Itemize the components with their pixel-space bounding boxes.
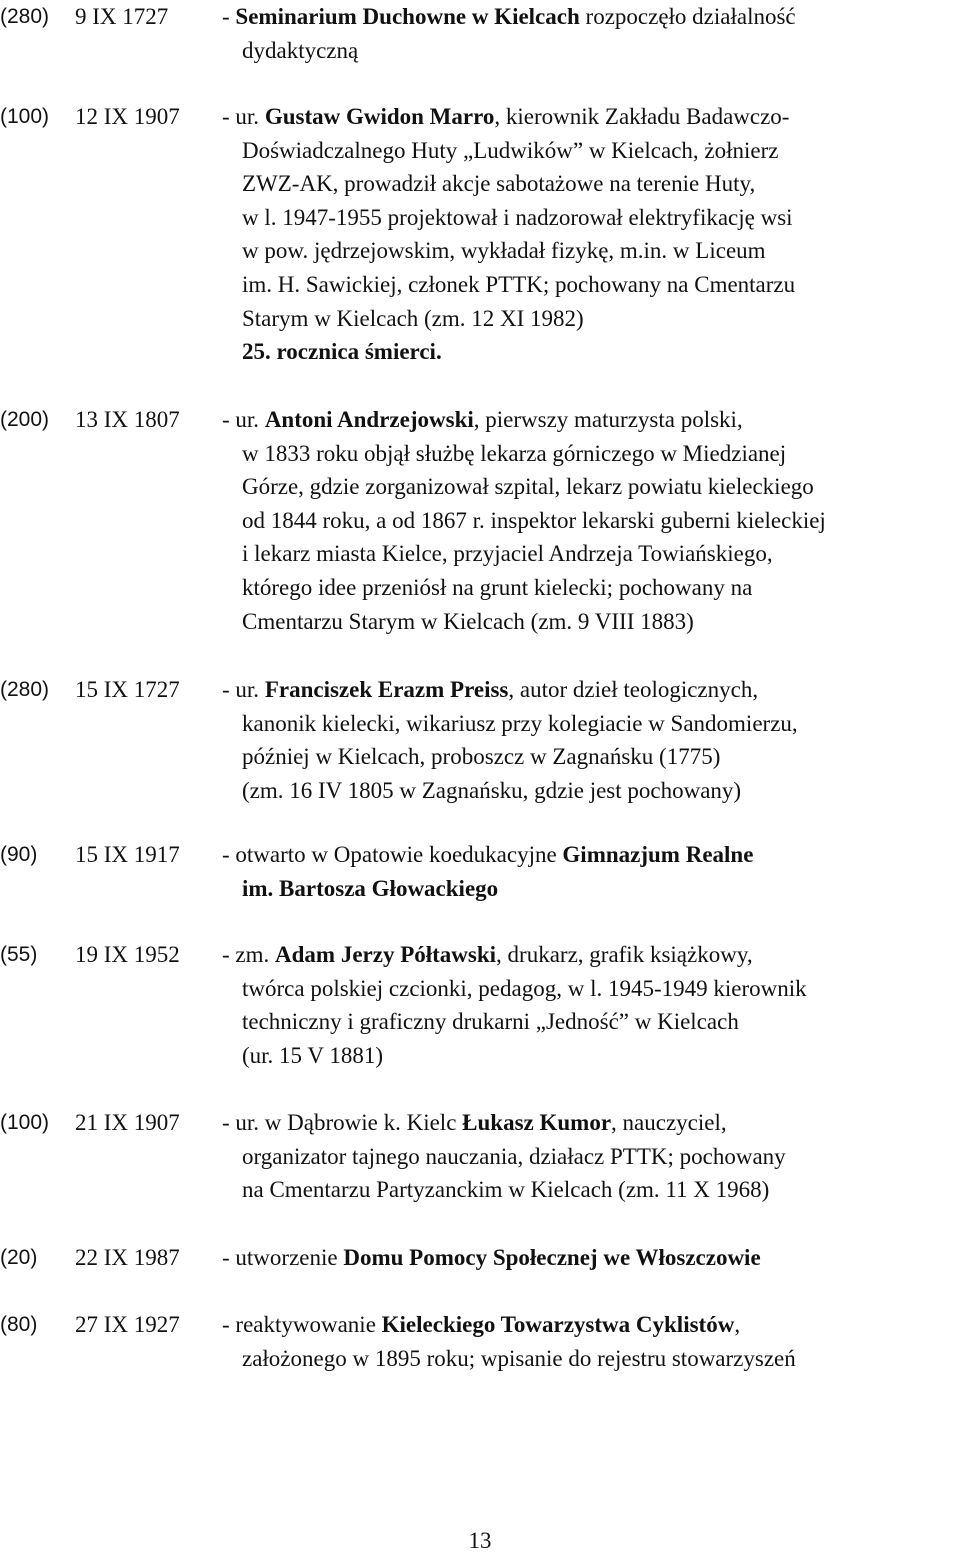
entry-text-line (242, 776, 741, 806)
entry-text-line (242, 1041, 383, 1071)
entry-date: 21 IX 1907 (75, 1110, 180, 1135)
entry-text-line (222, 675, 758, 705)
text-segment: , (734, 1312, 741, 1337)
text-segment: od 1844 roku, a od 1867 r. inspektor lekarski guberni kieleckiej (242, 507, 826, 533)
highlighted-name: Franciszek Erazm Preiss (264, 677, 509, 702)
entry-text-line (242, 136, 778, 166)
text-segment: - zm. (222, 942, 276, 967)
text-segment: - ur. (222, 677, 265, 702)
entry-text-line (242, 1142, 786, 1172)
entry-text-line (242, 236, 766, 266)
anniversary-number: (100) (0, 105, 50, 128)
entry-text-line (242, 742, 720, 772)
highlighted-name: Seminarium Duchowne w Kielcach (235, 4, 580, 29)
text-segment: Starym w Kielcach (zm. 12 XI 1982) (242, 305, 584, 331)
entry-text-line (242, 439, 786, 469)
text-segment: twórca polskiej czcionki, pedagog, w l. 1945-1949 kierownik (242, 975, 807, 1001)
text-segment: kanonik kielecki, wikariusz przy kolegiacie w Sandomierzu, (242, 710, 798, 736)
text-segment: - ur. (222, 407, 265, 432)
text-segment: - ur. w Dąbrowie k. Kielc (222, 1110, 463, 1135)
text-segment: w l. 1947-1955 projektował i nadzorował elektryfikację wsi (242, 204, 793, 230)
entry-text-line (222, 840, 753, 870)
entry-text-line (242, 607, 694, 637)
entry-date: 12 IX 1907 (75, 104, 180, 129)
anniversary-number: (200) (0, 408, 50, 431)
anniversary-number: (20) (0, 1246, 38, 1269)
text-segment: rozpoczęło działalność (579, 4, 796, 29)
text-segment: i lekarz miasta Kielce, przyjaciel Andrzeja Towiańskiego, (242, 541, 773, 567)
text-segment: techniczny i graficzny drukarni „Jedność” w Kielcach (242, 1009, 739, 1035)
entry-text-line (222, 1310, 740, 1340)
highlighted-name: 25. rocznica śmierci. (242, 339, 442, 365)
highlighted-name: Kieleckiego Towarzystwa Cyklistów (381, 1312, 735, 1337)
entry-text-line (242, 1344, 796, 1374)
entry-text-line (242, 270, 795, 300)
text-segment: Górze, gdzie zorganizował szpital, lekarz powiatu kieleckiego (242, 474, 814, 500)
entry-text-line (242, 573, 752, 603)
text-segment: - reaktywowanie (222, 1312, 382, 1337)
text-segment: którego idee przeniósł na grunt kielecki; pochowany na (242, 575, 753, 600)
entry-text-line (222, 1108, 727, 1138)
entry-text-line (222, 940, 753, 970)
anniversary-number: (55) (0, 943, 38, 966)
highlighted-name: Łukasz Kumor (462, 1110, 612, 1135)
entry-text-line (222, 405, 743, 435)
highlighted-name: Gustaw Gwidon Marro (264, 104, 495, 129)
highlighted-name: Antoni Andrzejowski (264, 407, 474, 432)
entry-text-line (242, 36, 358, 66)
entry-text-line (242, 874, 498, 904)
entry-text-line (242, 203, 793, 233)
text-segment: na Cmentarzu Partyzanckim w Kielcach (zm. 11 X 1968) (242, 1177, 770, 1203)
text-segment: , nauczyciel, (611, 1110, 727, 1135)
highlighted-name: im. Bartosza Głowackiego (242, 875, 499, 901)
text-segment: ZWZ-AK, prowadził akcje sabotażowe na terenie Huty, (242, 171, 756, 197)
entry-text-line (242, 304, 584, 334)
highlighted-name: Adam Jerzy Półtawski (275, 942, 497, 967)
entry-text-line (242, 506, 826, 536)
text-segment: - utworzenie (222, 1245, 344, 1270)
text-segment: założonego w 1895 roku; wpisanie do rejestru stowarzyszeń (242, 1345, 796, 1371)
text-segment: organizator tajnego nauczania, działacz PTTK; pochowany (242, 1143, 786, 1169)
entry-date: 19 IX 1952 (75, 942, 180, 967)
text-segment: Cmentarzu Starym w Kielcach (zm. 9 VIII 1883) (242, 608, 694, 634)
entry-text-line (242, 1007, 739, 1037)
anniversary-number: (280) (0, 5, 50, 28)
highlighted-name: Domu Pomocy Społecznej we Włoszczowie (343, 1245, 761, 1270)
entry-date: 15 IX 1917 (75, 842, 180, 867)
entry-date: 13 IX 1807 (75, 407, 180, 432)
entry-text-line (222, 2, 796, 32)
entry-date: 15 IX 1727 (75, 677, 180, 702)
text-segment: - (222, 4, 236, 29)
text-segment: (ur. 15 V 1881) (242, 1042, 383, 1068)
entry-date: 27 IX 1927 (75, 1312, 180, 1337)
text-segment: później w Kielcach, proboszcz w Zagnańsku (1775) (242, 744, 721, 770)
entry-text-line (242, 974, 807, 1004)
entry-text-line (222, 1243, 761, 1273)
text-segment: - otwarto w Opatowie koedukacyjne (222, 842, 563, 867)
entry-date: 9 IX 1727 (75, 4, 169, 29)
text-segment: im. H. Sawickiej, członek PTTK; pochowany na Cmentarzu (242, 272, 796, 297)
entry-text-line (242, 472, 814, 502)
anniversary-number: (280) (0, 678, 50, 701)
text-segment: - ur. (222, 104, 265, 129)
anniversary-number: (100) (0, 1111, 50, 1134)
text-segment: w pow. jędrzejowskim, wykładał fizykę, m.in. w Liceum (242, 238, 766, 264)
entry-text-line (242, 1175, 769, 1205)
text-segment: dydaktyczną (242, 37, 359, 63)
text-segment: , drukarz, grafik książkowy, (496, 942, 753, 967)
text-segment: Doświadczalnego Huty „Ludwików” w Kielcach, żołnierz (242, 137, 779, 163)
text-segment: , kierownik Zakładu Badawczo- (494, 104, 790, 129)
page-number: 13 (468, 1528, 492, 1553)
entry-date: 22 IX 1987 (75, 1245, 180, 1270)
entry-text-line (242, 709, 798, 739)
entry-text-line (242, 539, 773, 569)
text-segment: , pierwszy maturzysta polski, (473, 407, 743, 432)
anniversary-number: (80) (0, 1313, 38, 1336)
text-segment: (zm. 16 IV 1805 w Zagnańsku, gdzie jest pochowany) (242, 777, 742, 803)
text-segment: , autor dzieł teologicznych, (508, 677, 759, 702)
entry-text-line (242, 169, 755, 199)
text-segment: w 1833 roku objął służbę lekarza górniczego w Miedzianej (242, 440, 787, 466)
entry-text-line (222, 102, 789, 132)
highlighted-name: Gimnazjum Realne (562, 842, 754, 867)
entry-text-line (242, 337, 442, 367)
anniversary-number: (90) (0, 843, 38, 866)
